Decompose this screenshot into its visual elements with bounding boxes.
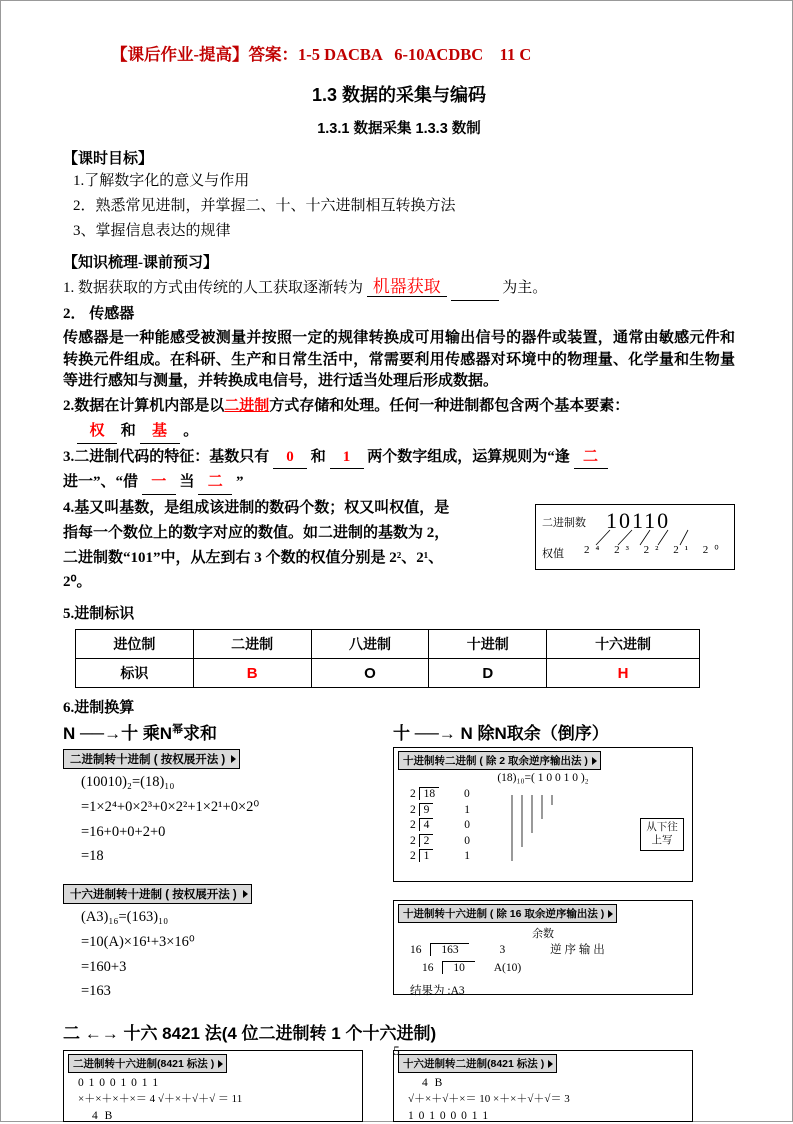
base8421-right-box (393, 1050, 693, 1122)
convert-left-head (63, 719, 393, 744)
right-block1-expr: (18)₁₀=( 1 0 0 1 0 )₂ (497, 772, 589, 784)
review-q3-blanks (77, 421, 735, 444)
q4-t2: 进一”、“借 (63, 474, 139, 491)
left-block2-line-3: =160+3 (81, 958, 127, 975)
document-body (63, 41, 735, 1122)
base8421-left-box (63, 1050, 363, 1122)
left-head-text: N ──→十 乘N (63, 724, 173, 743)
left-block2 (63, 884, 393, 1003)
figure-label-weight: 权值 (542, 548, 564, 560)
q5-line-4: 2⁰。 (63, 574, 92, 591)
hex-dividend-1: 10 (442, 961, 475, 974)
divisor-3: 2 (410, 834, 416, 847)
th-0: 进位制 (76, 630, 194, 659)
hex-result: 结果为 :A3 (410, 984, 465, 997)
marker-octal: O (311, 659, 429, 688)
page-title: 1.3 数据的采集与编码 (311, 85, 487, 105)
review-heading: 【知识梳理-课前预习】 (63, 255, 218, 272)
objective-item-3: 3、掌握信息表达的规律 (73, 222, 231, 239)
hex-dividend-0: 163 (430, 943, 468, 956)
left-block2-line-4: =163 (81, 983, 111, 1000)
figure-number: 10110 (606, 508, 671, 533)
dividend-0: 18 (419, 787, 440, 800)
q4-and: 和 (310, 448, 326, 465)
review-q2-text: 传感器是一种能感受被测量并按照一定的规律转换成可用输出信号的器件或装置，通常由敏感元件和转换元件组成。在科研、生产和日常生活中，常需要利用传感器对环境中的物理量、化学量和生物量等进行感知与测量，并转换成电信号，进行适当处理后形成数据。 (63, 329, 735, 390)
base8421-left-row-2: 4 B (92, 1109, 115, 1122)
base8421-right (393, 1050, 723, 1122)
left-block1-banner: 二进制转十进制 ( 按权展开法 ) (63, 749, 240, 769)
rem-1: 1 (464, 803, 470, 816)
th-3: 十进制 (429, 630, 547, 659)
q4-blank-1: 0 (273, 447, 307, 470)
left-block1-line-3: =16+0+0+2+0 (81, 823, 166, 840)
q1-post: 为主。 (502, 280, 548, 297)
objectives-heading: 【课时目标】 (63, 151, 154, 167)
hex-divisor-0: 16 (410, 944, 422, 956)
marker-decimal: D (429, 659, 547, 688)
right-block2-note: 逆 序 输 出 (550, 944, 605, 956)
left-block2-line-2: =10(A)×16¹+3×16⁰ (81, 933, 195, 950)
objective-item-1: 1.了解数字化的意义与作用 (73, 173, 250, 189)
answers-line: 【课后作业-提高】答案：1-5 DACBA 6-10ACDBC 11 C (111, 45, 532, 64)
q3-post: 方式存储和处理。任何一种进制都包含两个基本要素： (269, 398, 630, 414)
weight-2: 2² (643, 544, 665, 556)
divisor-2: 2 (410, 819, 416, 832)
hex-division-row-0 (410, 941, 692, 959)
q4-blank-4: 一 (142, 472, 176, 495)
hex-division-row-1 (410, 959, 692, 977)
convert-left-col (63, 744, 393, 1003)
convert-body-row (63, 744, 735, 1003)
weight-1: 2³ (614, 544, 635, 556)
weight-4: 2⁰ (702, 544, 725, 556)
dividend-3: 2 (419, 834, 434, 847)
left-head-sup: 幂 (172, 723, 183, 736)
weight-3: 2¹ (673, 544, 695, 556)
dividend-2: 4 (419, 818, 434, 831)
dividend-4: 1 (419, 849, 434, 862)
q4-blank-3: 二 (574, 447, 608, 470)
q4-t3: 当 (179, 474, 195, 491)
base8421-right-row-1: √＋×＋√＋×＝ 10 ×＋×＋√＋√＝ 3 (408, 1093, 570, 1106)
q1-answer: 机器获取 (367, 277, 447, 297)
base8421-left-row-0: 0 1 0 0 1 0 1 1 (78, 1077, 160, 1089)
base8421-left (63, 1050, 393, 1122)
right-block1 (393, 747, 693, 882)
rem-2: 0 (464, 819, 470, 832)
left-block1-line-1: (10010)₂=(18)₁₀ (81, 774, 175, 790)
arrow-up-icon (502, 789, 572, 865)
divisor-4: 2 (410, 850, 416, 863)
q1-pre: 1. 数据获取的方式由传统的人工获取逐渐转为 (63, 280, 364, 297)
right-block2-banner: 十进制转十六进制 ( 除 16 取余逆序输出法 ) (398, 904, 617, 923)
divisor-1: 2 (410, 803, 416, 816)
q3-fill: 二进制 (224, 398, 270, 414)
remainder-label: 余数 (532, 928, 554, 940)
figure-label-binary: 二进制数 (542, 517, 586, 529)
q3-pre: 2.数据在计算机内部是以 (63, 398, 225, 414)
right-block2-rows (410, 941, 692, 1000)
review-q4 (63, 447, 735, 470)
left-block2-line-1: (A3)₁₆=(163)₁₀ (81, 909, 169, 925)
binary-weights-figure (535, 504, 735, 570)
q4-t4: ” (236, 474, 244, 491)
rem-4: 1 (464, 850, 470, 863)
q4-mid: 两个数字组成，运算规则为“逢 (367, 448, 570, 465)
q3-mid: 和 (120, 422, 136, 439)
base8421-heading: 二 ←→ 十六 8421 法(4 位二进制转 1 个十六进制) (63, 1024, 437, 1043)
convert-right-col (393, 744, 723, 1003)
marker-hex: H (547, 659, 700, 688)
convert-head-row (63, 719, 735, 744)
base8421-right-banner: 十六进制转二进制(8421 标法 ) (398, 1054, 557, 1073)
q5-line-3: 二进制数“101”中，从左到右 3 个数的权值分别是 2²、2¹、 (63, 549, 444, 566)
right-block1-note: 从下往上写 (640, 818, 684, 851)
hex-divisor-1: 16 (422, 962, 434, 975)
base8421-left-row-1: ×＋×＋×＋×＝ 4 √＋×＋√＋√ ＝ 11 (78, 1093, 243, 1106)
q4-blank-2: 1 (330, 447, 364, 470)
q4-pre: 3.二进制代码的特征：基数只有 (63, 448, 270, 465)
row-label: 标识 (76, 659, 194, 688)
th-2: 八进制 (311, 630, 429, 659)
left-head-rest: 求和 (182, 724, 217, 743)
q3-blank-1: 权 (77, 421, 117, 444)
q5-line-2: 指每一个数位上的数字对应的数值。如二进制的基数为 2， (63, 524, 450, 541)
marker-binary: B (193, 659, 311, 688)
th-4: 十六进制 (547, 630, 700, 659)
hex-rem-1: A(10) (493, 962, 522, 975)
convert-right-head: 十 ──→ N 除N取余（倒序） (393, 724, 609, 743)
base8421-row (63, 1050, 735, 1122)
left-block1-line-2: =1×2⁴+0×2³+0×2²+1×2¹+0×2⁰ (81, 798, 260, 815)
weight-arrows-icon (588, 527, 738, 549)
base8421-right-row-2: 1 0 1 0 0 0 1 1 (408, 1109, 490, 1122)
base8421-left-banner: 二进制转十六进制(8421 标法 ) (68, 1054, 227, 1073)
review-q5-wrap (63, 498, 735, 594)
left-block2-banner: 十六进制转十进制 ( 按权展开法 ) (63, 884, 252, 904)
q5-line-1: 4.基又叫基数，是组成该进制的数码个数；权又叫权值，是 (63, 500, 450, 516)
base8421-right-row-0: 4 B (422, 1077, 445, 1089)
page-number: 5 (393, 1043, 400, 1058)
base-marker-table (75, 629, 700, 688)
review-q3 (63, 396, 735, 418)
review-q4-cont (63, 472, 735, 495)
hex-rem-0: 3 (499, 944, 506, 956)
q3-end: 。 (183, 422, 199, 439)
right-block2 (393, 900, 693, 995)
th-1: 二进制 (193, 630, 311, 659)
table-header-row (76, 630, 700, 659)
divisor-0: 2 (410, 788, 416, 800)
right-block1-banner: 十进制转二进制 ( 除 2 取余逆序输出法 ) (398, 751, 601, 770)
rem-3: 0 (464, 834, 470, 847)
table-row (76, 659, 700, 688)
page-subtitle: 1.3.1 数据采集 1.3.3 数制 (317, 121, 481, 137)
objective-item-2: 2．熟悉常见进制，并掌握二、十、十六进制相互转换方法 (73, 197, 456, 214)
review-q2-label: 2． 传感器 (63, 306, 135, 322)
left-block1 (63, 749, 393, 868)
left-block1-line-4: =18 (81, 848, 104, 865)
dividend-1: 9 (419, 803, 434, 816)
q4-blank-5: 二 (198, 472, 232, 495)
weight-0: 2⁴ (584, 544, 606, 556)
convert-heading: 6.进制换算 (63, 700, 135, 716)
review-q1 (63, 275, 735, 301)
q3-blank-2: 基 (140, 421, 180, 444)
rem-0: 0 (464, 788, 470, 800)
marker-heading: 5.进制标识 (63, 606, 135, 622)
